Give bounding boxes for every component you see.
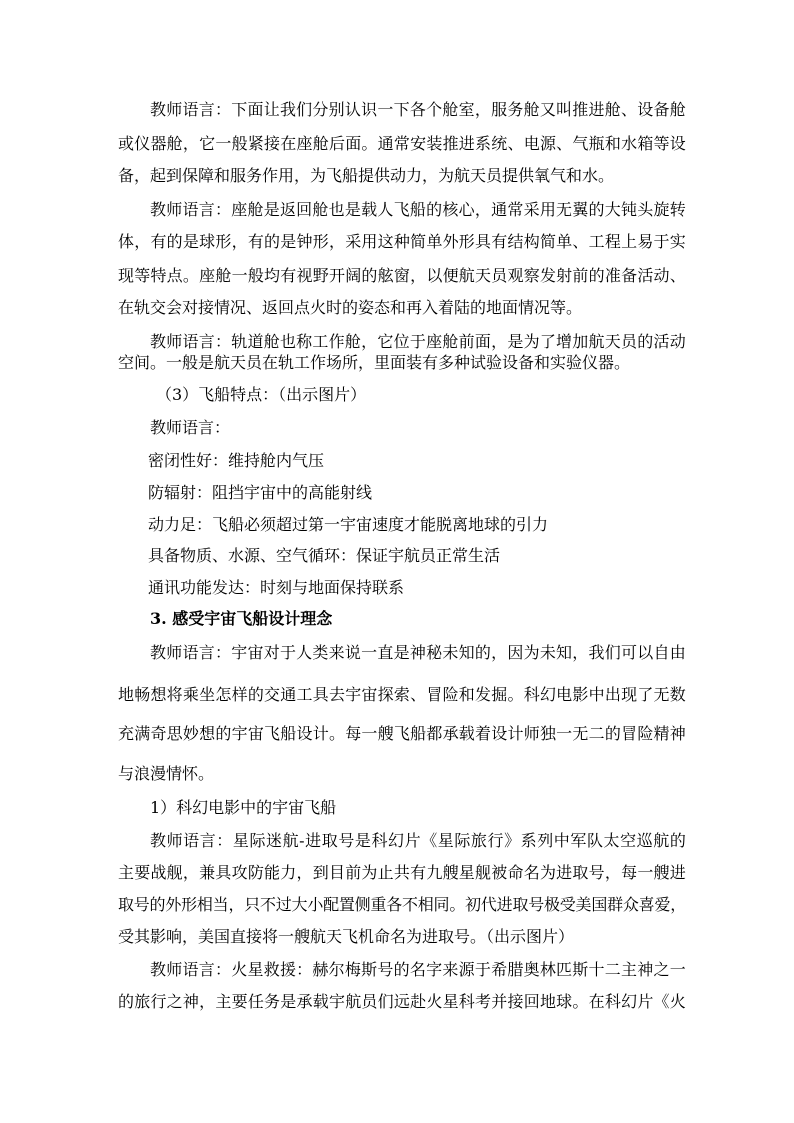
- paragraph-line: 现等特点。座舱一般均有视野开阔的舷窗，以便航天员观察发射前的准备活动、: [118, 266, 687, 285]
- paragraph-line: 教师语言：下面让我们分别认识一下各个舱室，服务舱又叫推进舱、设备舱: [150, 100, 687, 119]
- paragraph-line: 教师语言：火星救援：赫尔梅斯号的名字来源于希腊奥林匹斯十二主神之一: [150, 960, 687, 979]
- paragraph-line: 空间。一般是航天员在轨工作场所，里面装有多种试验设备和实验仪器。: [118, 353, 631, 372]
- paragraph-line: 体，有的是球形，有的是钟形，采用这种简单外形具有结构简单、工程上易于实: [118, 232, 687, 251]
- paragraph-line: 地畅想将乘坐怎样的交通工具去宇宙探索、冒险和发掘。科幻电影中出现了无数: [118, 685, 687, 704]
- list-item: 动力足：飞船必须超过第一宇宙速度才能脱离地球的引力: [148, 515, 549, 534]
- paragraph-line: 与浪漫情怀。: [118, 764, 215, 783]
- paragraph-line: 受其影响，美国直接将一艘航天飞机命名为进取号。（出示图片）: [118, 927, 575, 946]
- paragraph-line: 的旅行之神，主要任务是承载宇航员们远赴火星科考并接回地球。在科幻片《火: [118, 992, 687, 1011]
- paragraph-line: 主要战舰，兼具攻防能力，到目前为止共有九艘星舰被命名为进取号，每一艘进: [118, 863, 687, 882]
- paragraph-line: 教师语言：座舱是返回舱也是载人飞船的核心，通常采用无翼的大钝头旋转: [150, 200, 687, 219]
- paragraph-line: 取号的外形相当，只不过大小配置侧重各不相同。初代进取号极受美国群众喜爱，: [118, 895, 687, 914]
- paragraph-line: 教师语言：宇宙对于人类来说一直是神秘未知的，因为未知，我们可以自由: [150, 643, 687, 662]
- paragraph-line: 充满奇思妙想的宇宙飞船设计。每一艘飞船都承载着设计师独一无二的冒险精神: [118, 724, 687, 743]
- list-heading: （3）飞船特点：（出示图片）: [156, 385, 367, 404]
- subsection-heading: 1）科幻电影中的宇宙飞船: [150, 798, 337, 817]
- paragraph-line: 备，起到保障和服务作用，为飞船提供动力，为航天员提供氧气和水。: [118, 166, 615, 185]
- section-heading: 3. 感受宇宙飞船设计理念: [150, 609, 333, 628]
- paragraph-line: 或仪器舱，它一般紧接在座舱后面。通常安装推进系统、电源、气瓶和水箱等设: [118, 134, 687, 153]
- paragraph-line: 教师语言：轨道舱也称工作舱，它位于座舱前面，是为了增加航天员的活动: [150, 332, 687, 351]
- list-item: 具备物质、水源、空气循环：保证宇航员正常生活: [148, 546, 501, 565]
- list-item: 通讯功能发达：时刻与地面保持联系: [148, 578, 405, 597]
- paragraph-line: 教师语言：星际迷航-进取号是科幻片《星际旅行》系列中军队太空巡航的: [150, 831, 687, 850]
- paragraph-line: 在轨交会对接情况、返回点火时的姿态和再入着陆的地面情况等。: [118, 298, 583, 317]
- paragraph-line: 教师语言：: [150, 418, 231, 437]
- list-item: 密闭性好：维持舱内气压: [148, 451, 325, 470]
- list-item: 防辐射：阻挡宇宙中的高能射线: [148, 483, 373, 502]
